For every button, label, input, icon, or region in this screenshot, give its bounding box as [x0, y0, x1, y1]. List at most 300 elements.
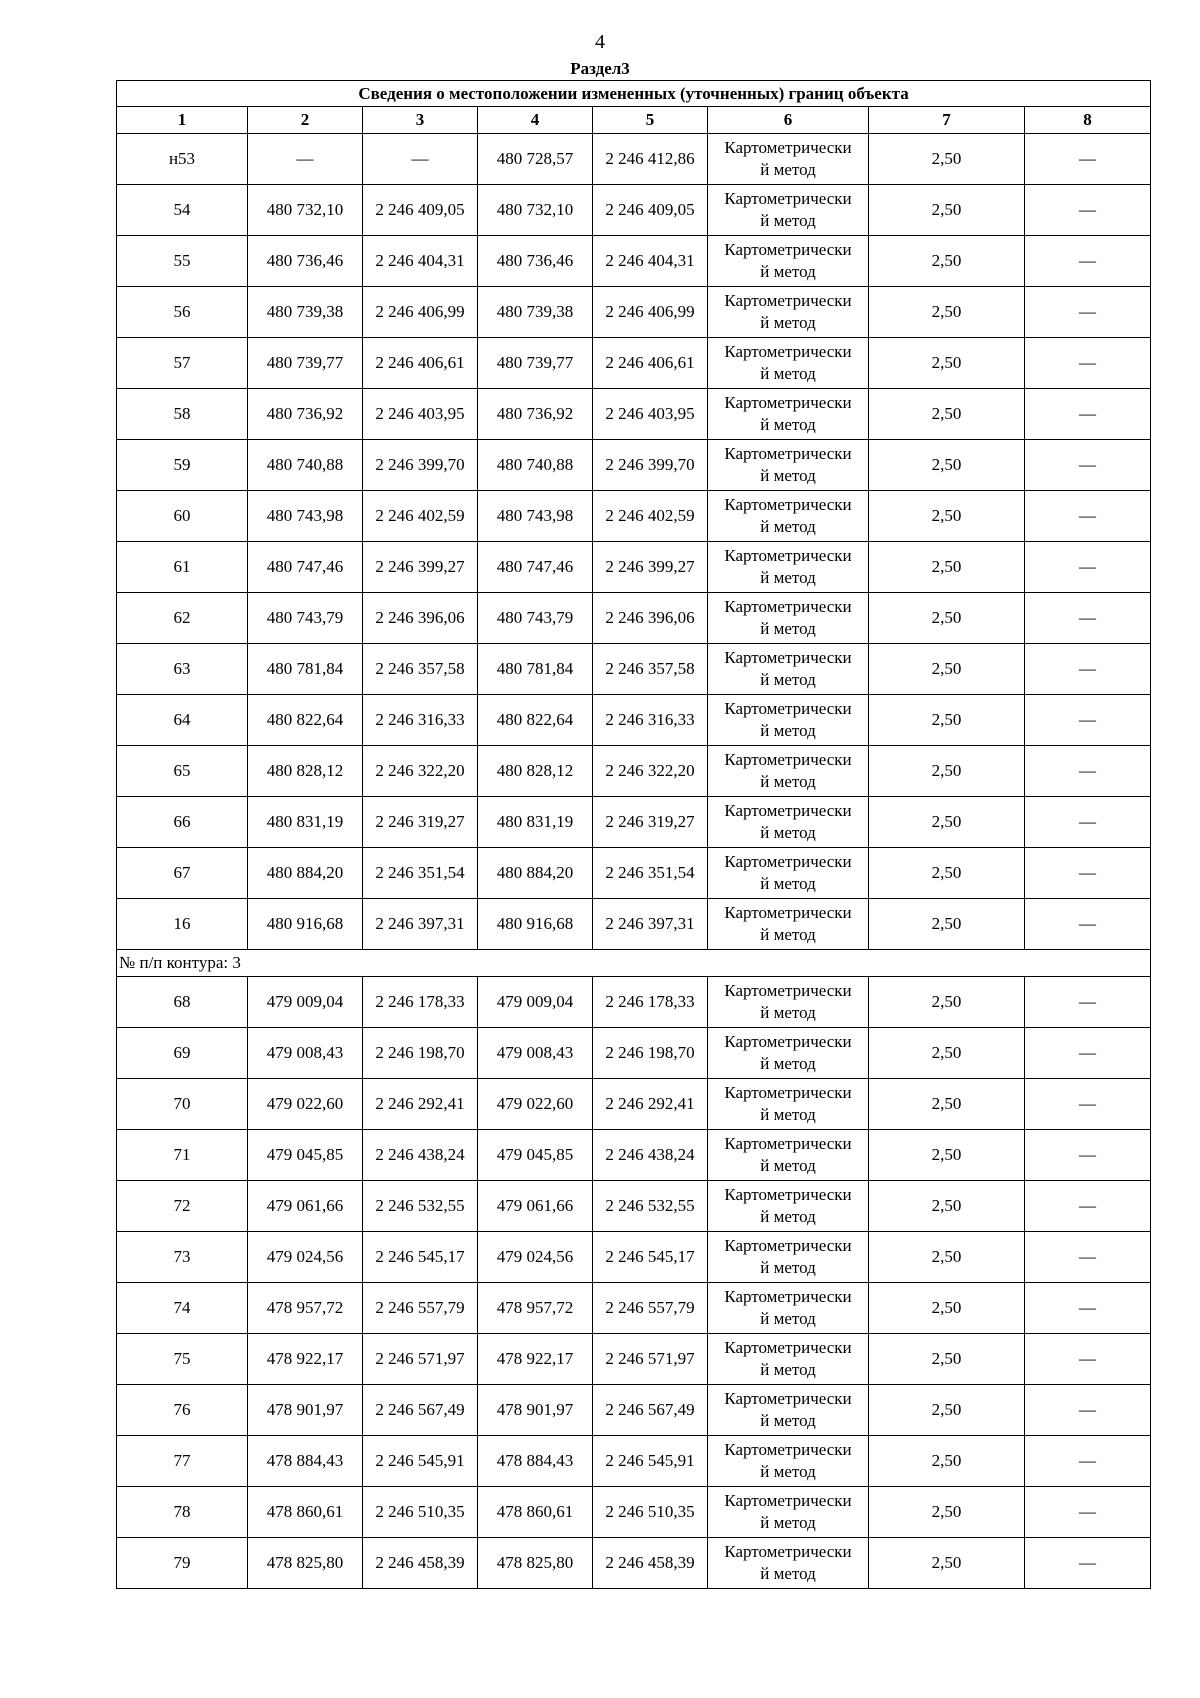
method-line-1: Картометрически [724, 648, 852, 667]
accuracy-cell: 2,50 [869, 491, 1025, 542]
new-y-cell: 2 246 357,58 [593, 644, 708, 695]
method-cell [708, 977, 869, 1028]
method-cell [708, 542, 869, 593]
method-line-1: Картометрически [724, 852, 852, 871]
method-cell [708, 1436, 869, 1487]
table-row [117, 644, 1151, 695]
table-row [117, 977, 1151, 1028]
accuracy-cell: 2,50 [869, 1334, 1025, 1385]
method-line-1: Картометрически [724, 189, 852, 208]
accuracy-cell: 2,50 [869, 1130, 1025, 1181]
table-caption: Сведения о местоположении измененных (уточненных) границ объекта [117, 81, 1151, 107]
accuracy-cell: 2,50 [869, 338, 1025, 389]
method-line-1: Картометрически [724, 1338, 852, 1357]
accuracy-cell: 2,50 [869, 899, 1025, 950]
new-y-cell: 2 246 319,27 [593, 797, 708, 848]
description-cell: — [1025, 848, 1151, 899]
method-line-2: й метод [760, 874, 816, 893]
accuracy-cell: 2,50 [869, 1283, 1025, 1334]
method-line-1: Картометрически [724, 1542, 852, 1561]
accuracy-cell: 2,50 [869, 185, 1025, 236]
description-cell: — [1025, 542, 1151, 593]
point-number-cell: 72 [117, 1181, 248, 1232]
table-row [117, 1130, 1151, 1181]
new-x-cell: 480 728,57 [478, 134, 593, 185]
old-y-cell: 2 246 322,20 [363, 746, 478, 797]
new-x-cell: 478 901,97 [478, 1385, 593, 1436]
point-number-cell: 65 [117, 746, 248, 797]
new-x-cell: 478 860,61 [478, 1487, 593, 1538]
method-line-2: й метод [760, 1513, 816, 1532]
point-number-cell: 79 [117, 1538, 248, 1589]
table-row [117, 1334, 1151, 1385]
method-cell [708, 695, 869, 746]
method-line-1: Картометрически [724, 1287, 852, 1306]
new-x-cell: 480 743,79 [478, 593, 593, 644]
description-cell: — [1025, 899, 1151, 950]
method-line-1: Картометрически [724, 699, 852, 718]
old-x-cell: 479 045,85 [248, 1130, 363, 1181]
method-line-2: й метод [760, 415, 816, 434]
method-line-1: Картометрически [724, 495, 852, 514]
page-number: 4 [595, 31, 605, 53]
accuracy-cell: 2,50 [869, 389, 1025, 440]
method-line-1: Картометрически [724, 597, 852, 616]
description-cell: — [1025, 1385, 1151, 1436]
contour-separator [117, 950, 1151, 977]
old-y-cell: 2 246 198,70 [363, 1028, 478, 1079]
contour-label: № п/п контура: 3 [117, 950, 1151, 977]
old-x-cell: 480 740,88 [248, 440, 363, 491]
description-cell: — [1025, 1487, 1151, 1538]
point-number-cell: 58 [117, 389, 248, 440]
table-row [117, 1232, 1151, 1283]
method-line-1: Картометрически [724, 342, 852, 361]
description-cell: — [1025, 389, 1151, 440]
accuracy-cell: 2,50 [869, 1028, 1025, 1079]
new-x-cell: 480 916,68 [478, 899, 593, 950]
description-cell: — [1025, 440, 1151, 491]
method-line-1: Картометрически [724, 1440, 852, 1459]
method-line-1: Картометрически [724, 393, 852, 412]
accuracy-cell: 2,50 [869, 797, 1025, 848]
table-row [117, 1181, 1151, 1232]
old-y-cell: 2 246 409,05 [363, 185, 478, 236]
method-line-1: Картометрически [724, 1083, 852, 1102]
coordinates-table [116, 80, 1151, 1589]
old-y-cell: 2 246 316,33 [363, 695, 478, 746]
new-y-cell: 2 246 571,97 [593, 1334, 708, 1385]
old-x-cell: 480 739,77 [248, 338, 363, 389]
table-row [117, 236, 1151, 287]
new-x-cell: 480 739,77 [478, 338, 593, 389]
method-line-1: Картометрически [724, 1236, 852, 1255]
old-x-cell: 478 957,72 [248, 1283, 363, 1334]
point-number-cell: 63 [117, 644, 248, 695]
description-cell: — [1025, 593, 1151, 644]
old-y-cell: 2 246 292,41 [363, 1079, 478, 1130]
table-row [117, 1385, 1151, 1436]
table-body-contour-2 [117, 134, 1151, 950]
new-y-cell: 2 246 545,17 [593, 1232, 708, 1283]
table-row [117, 389, 1151, 440]
old-x-cell: 480 916,68 [248, 899, 363, 950]
old-x-cell: 478 901,97 [248, 1385, 363, 1436]
description-cell: — [1025, 1181, 1151, 1232]
table-row [117, 287, 1151, 338]
method-line-2: й метод [760, 1309, 816, 1328]
description-cell: — [1025, 287, 1151, 338]
point-number-cell: 69 [117, 1028, 248, 1079]
new-x-cell: 480 736,92 [478, 389, 593, 440]
table-row [117, 1283, 1151, 1334]
description-cell: — [1025, 644, 1151, 695]
method-line-1: Картометрически [724, 138, 852, 157]
description-cell: — [1025, 338, 1151, 389]
column-header: 3 [363, 107, 478, 134]
accuracy-cell: 2,50 [869, 644, 1025, 695]
old-y-cell: 2 246 178,33 [363, 977, 478, 1028]
method-line-2: й метод [760, 823, 816, 842]
description-cell: — [1025, 491, 1151, 542]
method-cell [708, 1130, 869, 1181]
method-cell [708, 899, 869, 950]
new-y-cell: 2 246 316,33 [593, 695, 708, 746]
method-cell [708, 185, 869, 236]
method-line-1: Картометрически [724, 1389, 852, 1408]
old-y-cell: 2 246 402,59 [363, 491, 478, 542]
method-line-1: Картометрически [724, 1185, 852, 1204]
point-number-cell: 68 [117, 977, 248, 1028]
point-number-cell: 73 [117, 1232, 248, 1283]
new-x-cell: 478 825,80 [478, 1538, 593, 1589]
method-line-1: Картометрически [724, 981, 852, 1000]
method-line-2: й метод [760, 1564, 816, 1583]
new-y-cell: 2 246 404,31 [593, 236, 708, 287]
old-x-cell: 478 860,61 [248, 1487, 363, 1538]
method-line-2: й метод [760, 1258, 816, 1277]
new-y-cell: 2 246 545,91 [593, 1436, 708, 1487]
description-cell: — [1025, 746, 1151, 797]
method-cell [708, 1181, 869, 1232]
column-header: 5 [593, 107, 708, 134]
point-number-cell: 75 [117, 1334, 248, 1385]
new-y-cell: 2 246 399,27 [593, 542, 708, 593]
column-header: 2 [248, 107, 363, 134]
method-line-2: й метод [760, 313, 816, 332]
accuracy-cell: 2,50 [869, 1385, 1025, 1436]
description-cell: — [1025, 1538, 1151, 1589]
new-x-cell: 480 747,46 [478, 542, 593, 593]
method-cell [708, 797, 869, 848]
point-number-cell: 61 [117, 542, 248, 593]
new-x-cell: 479 024,56 [478, 1232, 593, 1283]
method-line-2: й метод [760, 211, 816, 230]
new-y-cell: 2 246 292,41 [593, 1079, 708, 1130]
contour-label-row [117, 950, 1151, 977]
new-y-cell: 2 246 532,55 [593, 1181, 708, 1232]
old-y-cell: 2 246 396,06 [363, 593, 478, 644]
old-x-cell: 478 884,43 [248, 1436, 363, 1487]
new-x-cell: 480 822,64 [478, 695, 593, 746]
table-row [117, 848, 1151, 899]
old-y-cell: 2 246 567,49 [363, 1385, 478, 1436]
accuracy-cell: 2,50 [869, 1181, 1025, 1232]
method-cell [708, 236, 869, 287]
accuracy-cell: 2,50 [869, 1079, 1025, 1130]
old-x-cell: 479 022,60 [248, 1079, 363, 1130]
old-y-cell: 2 246 532,55 [363, 1181, 478, 1232]
old-x-cell: 480 822,64 [248, 695, 363, 746]
method-cell [708, 440, 869, 491]
old-y-cell: 2 246 403,95 [363, 389, 478, 440]
new-y-cell: 2 246 557,79 [593, 1283, 708, 1334]
point-number-cell: н53 [117, 134, 248, 185]
new-x-cell: 479 061,66 [478, 1181, 593, 1232]
old-x-cell: 479 008,43 [248, 1028, 363, 1079]
method-line-1: Картометрически [724, 801, 852, 820]
old-x-cell: 480 739,38 [248, 287, 363, 338]
new-y-cell: 2 246 399,70 [593, 440, 708, 491]
old-y-cell: 2 246 510,35 [363, 1487, 478, 1538]
point-number-cell: 78 [117, 1487, 248, 1538]
method-line-2: й метод [760, 517, 816, 536]
new-x-cell: 480 743,98 [478, 491, 593, 542]
old-x-cell: 480 743,98 [248, 491, 363, 542]
old-y-cell: 2 246 406,61 [363, 338, 478, 389]
method-line-2: й метод [760, 568, 816, 587]
table-row [117, 491, 1151, 542]
new-y-cell: 2 246 178,33 [593, 977, 708, 1028]
new-y-cell: 2 246 406,61 [593, 338, 708, 389]
method-line-2: й метод [760, 1207, 816, 1226]
point-number-cell: 54 [117, 185, 248, 236]
method-cell [708, 644, 869, 695]
old-y-cell: — [363, 134, 478, 185]
point-number-cell: 62 [117, 593, 248, 644]
accuracy-cell: 2,50 [869, 542, 1025, 593]
old-y-cell: 2 246 438,24 [363, 1130, 478, 1181]
old-x-cell: 480 747,46 [248, 542, 363, 593]
old-y-cell: 2 246 351,54 [363, 848, 478, 899]
method-line-2: й метод [760, 466, 816, 485]
method-line-2: й метод [760, 160, 816, 179]
new-y-cell: 2 246 412,86 [593, 134, 708, 185]
new-x-cell: 479 009,04 [478, 977, 593, 1028]
new-y-cell: 2 246 458,39 [593, 1538, 708, 1589]
method-line-2: й метод [760, 772, 816, 791]
new-x-cell: 479 045,85 [478, 1130, 593, 1181]
accuracy-cell: 2,50 [869, 848, 1025, 899]
description-cell: — [1025, 1079, 1151, 1130]
table-row [117, 1538, 1151, 1589]
old-x-cell: — [248, 134, 363, 185]
table-row [117, 593, 1151, 644]
description-cell: — [1025, 1130, 1151, 1181]
description-cell: — [1025, 695, 1151, 746]
table-row [117, 185, 1151, 236]
new-y-cell: 2 246 397,31 [593, 899, 708, 950]
old-y-cell: 2 246 458,39 [363, 1538, 478, 1589]
method-cell [708, 389, 869, 440]
table-row [117, 1028, 1151, 1079]
column-header: 4 [478, 107, 593, 134]
old-x-cell: 480 736,46 [248, 236, 363, 287]
method-cell [708, 134, 869, 185]
description-cell: — [1025, 185, 1151, 236]
point-number-cell: 67 [117, 848, 248, 899]
point-number-cell: 60 [117, 491, 248, 542]
point-number-cell: 66 [117, 797, 248, 848]
method-cell [708, 1385, 869, 1436]
accuracy-cell: 2,50 [869, 1487, 1025, 1538]
new-x-cell: 478 884,43 [478, 1436, 593, 1487]
method-line-1: Картометрически [724, 1032, 852, 1051]
method-cell [708, 1334, 869, 1385]
point-number-cell: 59 [117, 440, 248, 491]
old-y-cell: 2 246 357,58 [363, 644, 478, 695]
description-cell: — [1025, 977, 1151, 1028]
new-y-cell: 2 246 198,70 [593, 1028, 708, 1079]
method-line-2: й метод [760, 1462, 816, 1481]
table-row [117, 542, 1151, 593]
old-x-cell: 480 831,19 [248, 797, 363, 848]
method-line-1: Картометрически [724, 903, 852, 922]
point-number-cell: 70 [117, 1079, 248, 1130]
column-header-row [117, 107, 1151, 134]
method-cell [708, 848, 869, 899]
accuracy-cell: 2,50 [869, 1436, 1025, 1487]
old-y-cell: 2 246 399,70 [363, 440, 478, 491]
method-line-2: й метод [760, 619, 816, 638]
point-number-cell: 57 [117, 338, 248, 389]
point-number-cell: 74 [117, 1283, 248, 1334]
table-row [117, 899, 1151, 950]
description-cell: — [1025, 1283, 1151, 1334]
old-x-cell: 480 884,20 [248, 848, 363, 899]
method-cell [708, 491, 869, 542]
new-x-cell: 480 736,46 [478, 236, 593, 287]
table-row [117, 797, 1151, 848]
method-line-2: й метод [760, 262, 816, 281]
method-line-2: й метод [760, 1411, 816, 1430]
new-y-cell: 2 246 438,24 [593, 1130, 708, 1181]
old-x-cell: 478 825,80 [248, 1538, 363, 1589]
new-y-cell: 2 246 396,06 [593, 593, 708, 644]
new-y-cell: 2 246 510,35 [593, 1487, 708, 1538]
method-line-2: й метод [760, 1003, 816, 1022]
method-cell [708, 593, 869, 644]
accuracy-cell: 2,50 [869, 593, 1025, 644]
old-x-cell: 480 828,12 [248, 746, 363, 797]
method-cell [708, 1487, 869, 1538]
old-x-cell: 480 732,10 [248, 185, 363, 236]
accuracy-cell: 2,50 [869, 746, 1025, 797]
accuracy-cell: 2,50 [869, 1538, 1025, 1589]
new-y-cell: 2 246 406,99 [593, 287, 708, 338]
table-row [117, 1487, 1151, 1538]
description-cell: — [1025, 236, 1151, 287]
new-x-cell: 480 781,84 [478, 644, 593, 695]
method-line-2: й метод [760, 721, 816, 740]
description-cell: — [1025, 1232, 1151, 1283]
new-y-cell: 2 246 567,49 [593, 1385, 708, 1436]
new-x-cell: 480 828,12 [478, 746, 593, 797]
table-row [117, 134, 1151, 185]
point-number-cell: 77 [117, 1436, 248, 1487]
method-line-2: й метод [760, 925, 816, 944]
description-cell: — [1025, 1028, 1151, 1079]
method-line-2: й метод [760, 364, 816, 383]
column-header: 6 [708, 107, 869, 134]
method-cell [708, 1538, 869, 1589]
new-y-cell: 2 246 409,05 [593, 185, 708, 236]
new-x-cell: 480 884,20 [478, 848, 593, 899]
old-x-cell: 480 781,84 [248, 644, 363, 695]
column-header: 1 [117, 107, 248, 134]
method-cell [708, 338, 869, 389]
new-y-cell: 2 246 322,20 [593, 746, 708, 797]
old-y-cell: 2 246 545,17 [363, 1232, 478, 1283]
method-cell [708, 1283, 869, 1334]
point-number-cell: 56 [117, 287, 248, 338]
old-y-cell: 2 246 404,31 [363, 236, 478, 287]
new-x-cell: 480 831,19 [478, 797, 593, 848]
method-cell [708, 287, 869, 338]
new-x-cell: 480 732,10 [478, 185, 593, 236]
method-line-1: Картометрически [724, 1134, 852, 1153]
method-line-1: Картометрически [724, 750, 852, 769]
new-x-cell: 478 957,72 [478, 1283, 593, 1334]
description-cell: — [1025, 1334, 1151, 1385]
accuracy-cell: 2,50 [869, 287, 1025, 338]
description-cell: — [1025, 797, 1151, 848]
accuracy-cell: 2,50 [869, 695, 1025, 746]
point-number-cell: 16 [117, 899, 248, 950]
old-x-cell: 479 061,66 [248, 1181, 363, 1232]
accuracy-cell: 2,50 [869, 134, 1025, 185]
point-number-cell: 71 [117, 1130, 248, 1181]
method-cell [708, 1079, 869, 1130]
description-cell: — [1025, 1436, 1151, 1487]
method-line-1: Картометрически [724, 546, 852, 565]
old-y-cell: 2 246 557,79 [363, 1283, 478, 1334]
description-cell: — [1025, 134, 1151, 185]
method-cell [708, 1028, 869, 1079]
new-x-cell: 480 739,38 [478, 287, 593, 338]
table-row [117, 695, 1151, 746]
method-line-1: Картометрически [724, 444, 852, 463]
accuracy-cell: 2,50 [869, 1232, 1025, 1283]
old-x-cell: 480 736,92 [248, 389, 363, 440]
accuracy-cell: 2,50 [869, 440, 1025, 491]
method-line-1: Картометрически [724, 291, 852, 310]
old-y-cell: 2 246 406,99 [363, 287, 478, 338]
point-number-cell: 55 [117, 236, 248, 287]
method-line-2: й метод [760, 1054, 816, 1073]
old-x-cell: 478 922,17 [248, 1334, 363, 1385]
old-y-cell: 2 246 571,97 [363, 1334, 478, 1385]
table-caption-row [117, 81, 1151, 107]
method-line-1: Картометрически [724, 240, 852, 259]
table-row [117, 1079, 1151, 1130]
new-x-cell: 479 008,43 [478, 1028, 593, 1079]
old-y-cell: 2 246 399,27 [363, 542, 478, 593]
method-line-2: й метод [760, 670, 816, 689]
new-x-cell: 478 922,17 [478, 1334, 593, 1385]
old-y-cell: 2 246 397,31 [363, 899, 478, 950]
table-body-contour-3 [117, 977, 1151, 1589]
